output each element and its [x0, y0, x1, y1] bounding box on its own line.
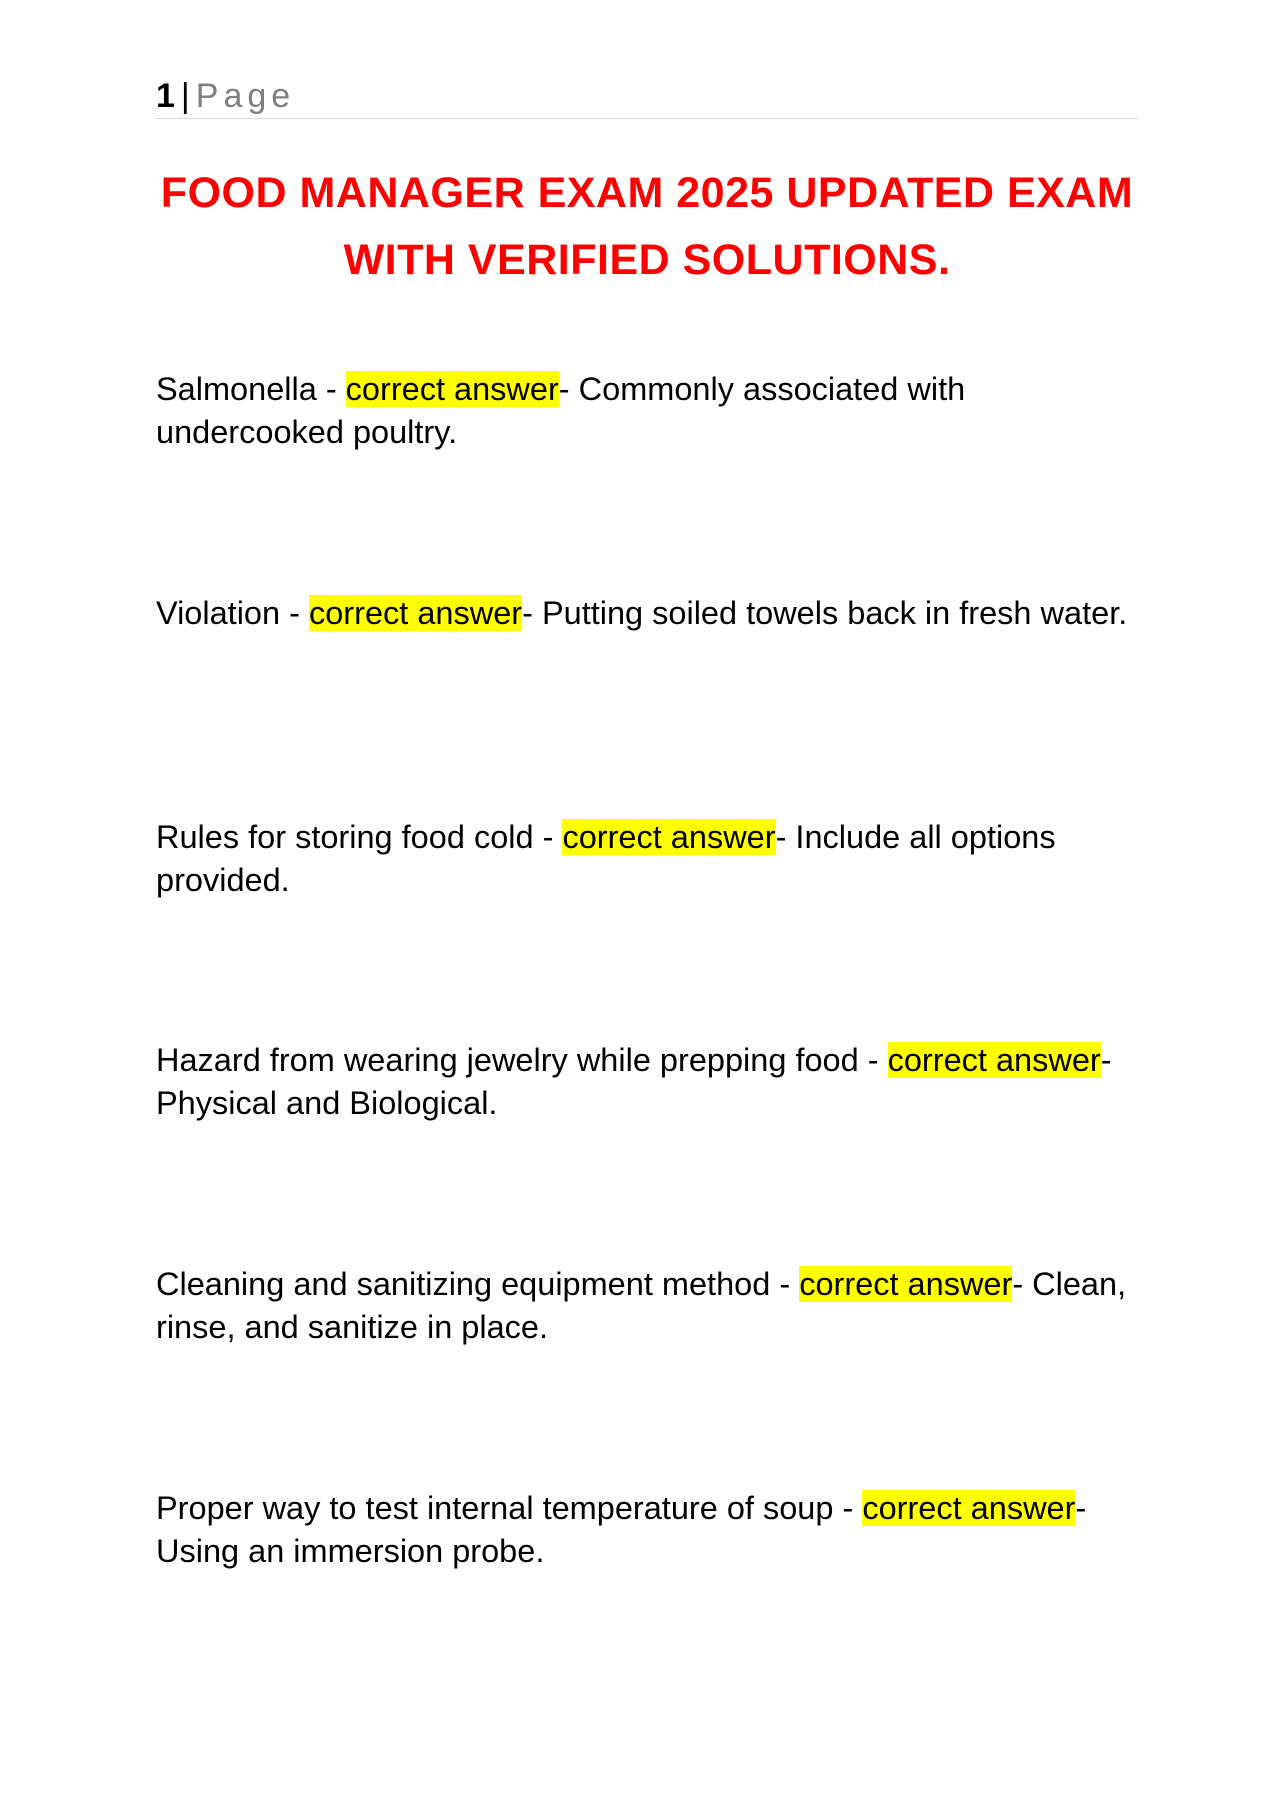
correct-answer-marker: correct answer — [799, 1266, 1013, 1302]
question-text: Proper way to test internal temperature of soup - — [156, 1490, 863, 1526]
qa-item-soup-temperature — [156, 1487, 1146, 1573]
correct-answer-marker: correct answer — [345, 371, 559, 407]
answer-text: - Include all options provided. — [156, 819, 1056, 898]
question-text: Cleaning and sanitizing equipment method - — [156, 1266, 800, 1302]
document-title: FOOD MANAGER EXAM 2025 UPDATED EXAM WITH VERIFIED SOLUTIONS. — [160, 169, 1134, 284]
question-text: Rules for storing food cold - — [156, 819, 563, 855]
question-text: Hazard from wearing jewelry while prepping food - — [156, 1042, 888, 1078]
qa-item-salmonella — [156, 368, 1146, 454]
answer-text: - Commonly associated with undercooked poultry. — [156, 371, 966, 450]
page-separator: | — [180, 77, 190, 115]
correct-answer-marker: correct answer — [887, 1042, 1101, 1078]
correct-answer-marker: correct answer — [308, 595, 523, 631]
qa-item-cleaning-method — [156, 1263, 1146, 1349]
page-number: 1 — [156, 77, 175, 115]
answer-text: - Putting soiled towels back in fresh water. — [522, 595, 1128, 631]
qa-item-cold-storage — [156, 816, 1146, 902]
answer-text: - Clean, rinse, and sanitize in place. — [156, 1266, 1127, 1345]
correct-answer-marker: correct answer — [862, 1490, 1076, 1526]
correct-answer-marker: correct answer — [562, 819, 776, 855]
qa-item-jewelry-hazard — [156, 1039, 1146, 1125]
answer-text: - Physical and Biological. — [156, 1042, 1112, 1121]
question-text: Salmonella - — [156, 371, 346, 407]
answer-text: - Using an immersion probe. — [156, 1490, 1087, 1569]
question-text: Violation - — [156, 595, 309, 631]
qa-item-violation — [156, 592, 1146, 635]
page-label: Page — [195, 77, 296, 115]
page-header — [156, 76, 1138, 119]
